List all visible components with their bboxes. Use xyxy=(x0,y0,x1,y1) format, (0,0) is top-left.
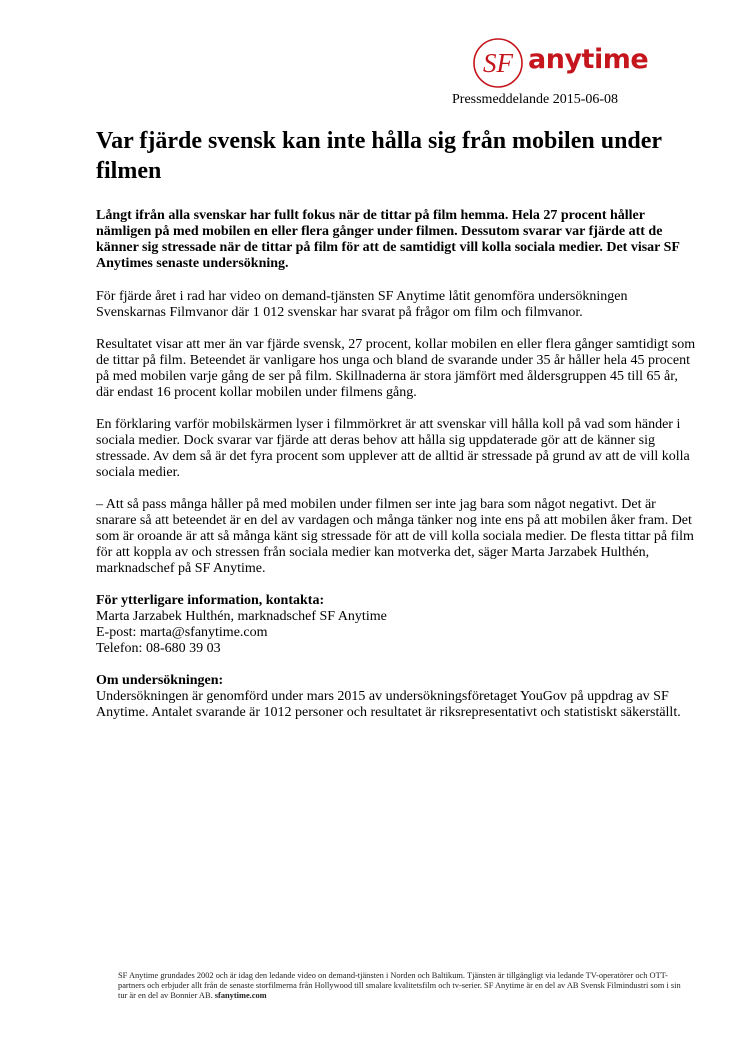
quote-paragraph: – Att så pass många håller på med mobilen under filmen ser inte jag bara som något negativt. Det är snarare så att beteendet är en del av vardagen och många tänker nog inte ens på att mobilen åker fram. Det som är oroande är att så många känt sig stressade för att de vill kolla sociala medier. De flesta tittar på film för att koppla av och stressen från sociala medier kan motverka det, säger Marta Jarzabek Hulthén, marknadschef på SF Anytime. xyxy=(96,497,694,576)
contact-name: Marta Jarzabek Hulthén, marknadschef SF Anytime xyxy=(96,609,387,624)
body-paragraph-1: För fjärde året i rad har video on demand-tjänsten SF Anytime låtit genomföra undersökningen Svenskarnas Filmvanor där 1 012 svenskar har svarat på frågor om film och filmvanor. xyxy=(96,289,628,320)
lead-paragraph: Långt ifrån alla svenskar har fullt fokus när de tittar på film hemma. Hela 27 procent håller nämligen på med mobilen en eller flera gånger under filmen. Dessutom svarar var fjärde att de känner sig stressade när de tittar på film för att de samtidigt vill kolla sociala medier. Det visar SF Anytimes senaste undersökning. xyxy=(96,208,680,271)
sf-circle-logo-icon xyxy=(471,36,527,92)
body-paragraph-3: En förklaring varför mobilskärmen lyser i filmmörkret är att svenskar vill hålla koll på vad som händer i sociala medier. Dock svarar var fjärde att deras behov att hålla sig uppdaterade gör att de känner sig stressade. Av dem så är det fyra procent som upplever att de alltid är stressade på grund av att de vill kolla sociala medier. xyxy=(96,417,690,480)
about-heading: Om undersökningen: xyxy=(96,673,224,688)
article-body xyxy=(96,208,696,737)
contact-heading: För ytterligare information, kontakta: xyxy=(96,593,325,608)
contact-phone: Telefon: 08-680 39 03 xyxy=(96,641,221,656)
press-release-date: Pressmeddelande 2015-06-08 xyxy=(452,92,619,107)
footer-website: sfanytime.com xyxy=(214,991,267,1000)
footer-boilerplate xyxy=(118,971,683,1001)
anytime-logo-word: anytime xyxy=(528,44,649,75)
page-title: Var fjärde svensk kan inte hålla sig från mobilen under filmen xyxy=(96,128,662,184)
contact-email: E-post: marta@sfanytime.com xyxy=(96,625,268,640)
sf-logo-letters: SF xyxy=(483,48,513,78)
about-section xyxy=(96,673,696,721)
about-text: Undersökningen är genomförd under mars 2015 av undersökningsföretaget YouGov på uppdrag av SF Anytime. Antalet svarande är 1012 personer och resultatet är riksrepresentativt och statistiskt säkerställt. xyxy=(96,689,681,720)
contact-section xyxy=(96,593,696,657)
footer-text: SF Anytime grundades 2002 och är idag den ledande video on demand-tjänsten i Norden och Baltikum. Tjänsten är tillgängligt via ledande TV-operatörer och OTT-partners och erbjuder allt från de senaste storfilmerna från Hollywood till smalare kvalitetsfilm och tv-serier. SF Anytime är en del av AB Svensk Filmindustri som i sin tur är en del av Bonnier AB. xyxy=(118,971,681,1000)
sf-anytime-logo xyxy=(471,36,666,92)
body-paragraph-2: Resultatet visar att mer än var fjärde svensk, 27 procent, kollar mobilen en eller flera gånger samtidigt som de tittar på film. Beteendet är vanligare hos unga och bland de svarande under 35 år håller hela 45 procent på med mobilen varje gång de ser på film. Skillnaderna är stora jämfört med åldersgruppen 45 till 65 år, där endast 16 procent kollar mobilen under filmens gång. xyxy=(96,337,696,400)
